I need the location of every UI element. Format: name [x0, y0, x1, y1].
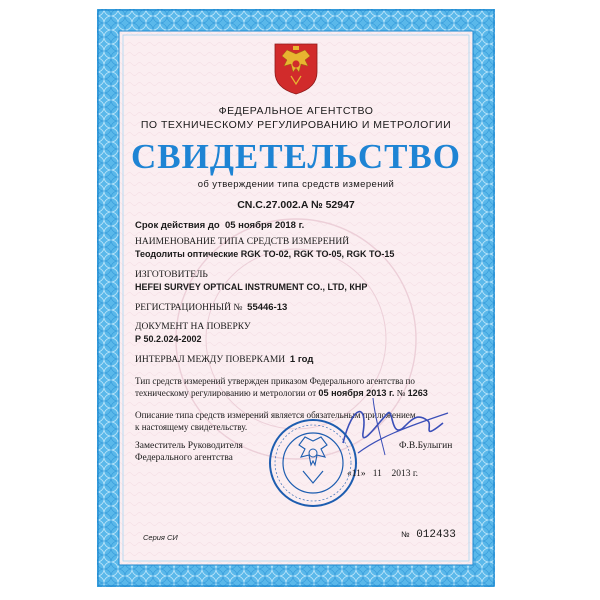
serial-number-row — [401, 529, 456, 541]
type-name-value: Теодолиты оптические RGK TO-02, RGK TO-05, RGK TO-15 — [135, 249, 395, 259]
validity-label: Срок действия до — [135, 220, 220, 231]
registration-label: РЕГИСТРАЦИОННЫЙ № — [135, 303, 243, 313]
manufacturer-label: ИЗГОТОВИТЕЛЬ — [135, 270, 208, 280]
certificate-number: CN.C.27.002.A № 52947 — [237, 199, 355, 211]
signatory-title-line-2: Федерального агентства — [135, 453, 233, 463]
coat-of-arms-emblem — [273, 42, 319, 96]
description-line-2: к настоящему свидетельству. — [135, 422, 248, 432]
type-name-label: НАИМЕНОВАНИЕ ТИПА СРЕДСТВ ИЗМЕРЕНИЙ — [135, 237, 350, 247]
validity-row — [135, 220, 304, 231]
sign-date-year: 2013 г. — [391, 469, 419, 479]
validity-value: 05 ноября 2018 г. — [224, 220, 305, 231]
interval-value: 1 год — [289, 354, 314, 365]
sign-date-day: 11 — [351, 469, 361, 479]
series-label: Серия СИ — [143, 533, 178, 542]
sign-date: «11» 11 2013 г. — [347, 469, 419, 479]
serial-prefix: № — [401, 530, 410, 539]
interval-label: ИНТЕРВАЛ МЕЖДУ ПОВЕРКАМИ — [135, 355, 286, 365]
signatory-title-line-1: Заместитель Руководителя — [135, 441, 243, 451]
certificate-subtitle: об утверждении типа средств измерений — [197, 179, 395, 190]
approval-line-1: Тип средств измерений утвержден приказом Федерального агентства по — [135, 376, 415, 386]
official-stamp — [267, 417, 359, 509]
approval-line-2-prefix: техническому регулированию и метрологии от — [135, 388, 317, 398]
approval-date: 05 ноября 2013 г. — [318, 388, 395, 398]
sign-date-month: 11 — [372, 469, 382, 479]
verification-doc-value: Р 50.2.024-2002 — [135, 334, 202, 344]
agency-line-2: ПО ТЕХНИЧЕСКОМУ РЕГУЛИРОВАНИЮ И МЕТРОЛОГИИ — [140, 119, 452, 131]
serial-number: 012433 — [416, 529, 456, 541]
registration-value: 55446-13 — [247, 302, 288, 313]
certificate — [97, 9, 495, 587]
registration-row — [135, 302, 287, 313]
interval-row — [135, 354, 313, 365]
manufacturer-value: HEFEI SURVEY OPTICAL INSTRUMENT CO., LTD, КНР — [135, 282, 368, 292]
approval-order-number: 1263 — [407, 388, 428, 398]
signatory-name: Ф.В.Булыгин — [399, 441, 453, 451]
agency-line-1: ФЕДЕРАЛЬНОЕ АГЕНТСТВО — [218, 105, 374, 117]
approval-order-prefix: № — [396, 388, 406, 398]
verification-doc-label: ДОКУМЕНТ НА ПОВЕРКУ — [135, 322, 251, 332]
description-line-1: Описание типа средств измерений является обязательным приложением — [135, 410, 416, 420]
certificate-title: СВИДЕТЕЛЬСТВО — [130, 137, 462, 176]
